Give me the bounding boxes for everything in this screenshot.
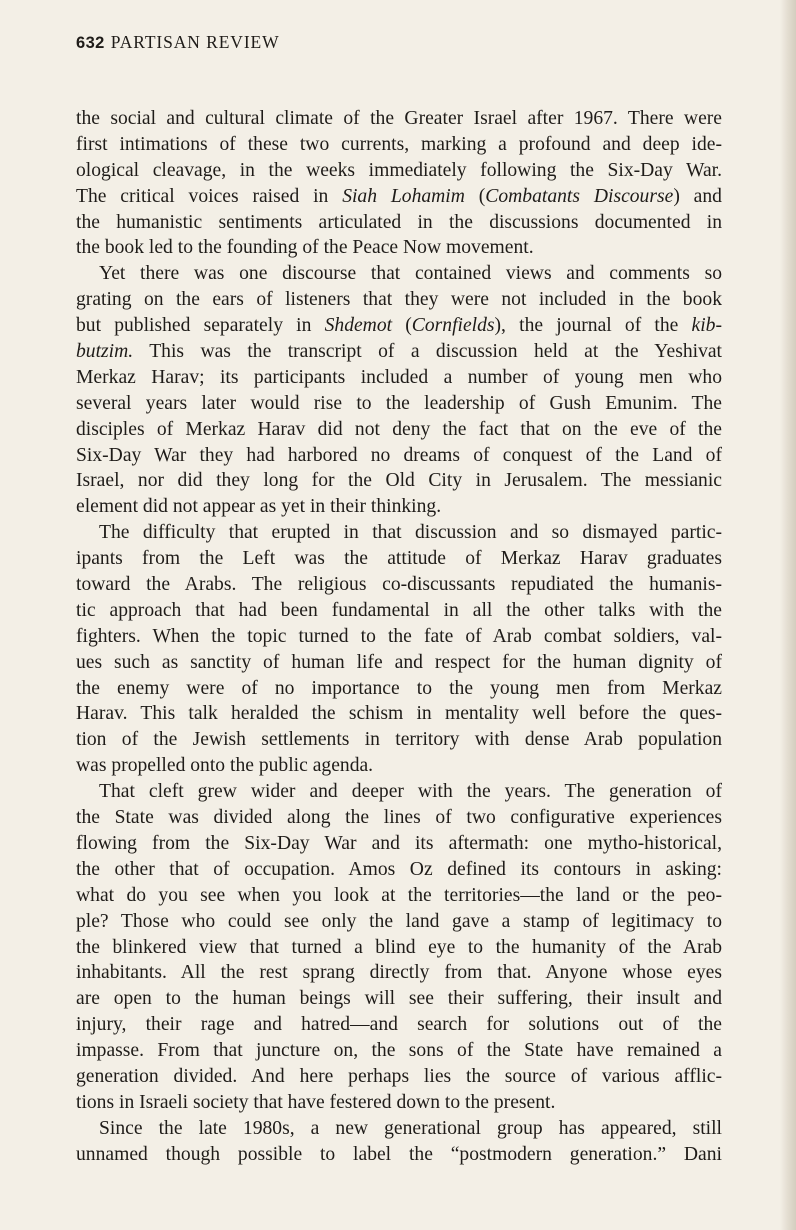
running-head xyxy=(76,31,280,54)
text-line xyxy=(76,210,722,236)
paragraph xyxy=(76,779,722,1116)
text-run: ) and xyxy=(673,185,722,207)
text-run: Merkaz Harav; its participants included a number of young men who xyxy=(76,366,722,388)
text-line xyxy=(76,365,722,391)
text-line xyxy=(76,1064,722,1090)
text-run: impasse. From that juncture on, the sons of the State have remained a xyxy=(76,1040,722,1062)
text-run: ( xyxy=(392,315,412,337)
text-line xyxy=(76,468,722,494)
text-line xyxy=(76,727,722,753)
text-line xyxy=(76,909,722,935)
text-run: tions in Israeli society that have festered down to the present. xyxy=(76,1091,556,1113)
text-run: toward the Arabs. The religious co-discussants repudiated the humanis- xyxy=(76,574,722,596)
text-run: fighters. When the topic turned to the fate of Arab combat soldiers, val- xyxy=(76,625,722,647)
text-line xyxy=(76,235,722,261)
text-line xyxy=(76,1038,722,1064)
text-run: That cleft grew wider and deeper with the years. The generation of xyxy=(99,781,722,803)
text-run: unnamed though possible to label the “postmodern generation.” Dani xyxy=(76,1143,722,1165)
italic-text: Cornfields xyxy=(411,315,495,337)
body-text xyxy=(76,106,722,1168)
text-run: Since the late 1980s, a new generational group has appeared, still xyxy=(99,1117,722,1139)
text-run: Israel, nor did they long for the Old City in Jerusalem. The messianic xyxy=(76,470,722,492)
text-line xyxy=(76,572,722,598)
text-run: The critical voices raised in xyxy=(76,185,343,207)
text-line xyxy=(76,701,722,727)
text-run: Six-Day War they had harbored no dreams of conquest of the Land of xyxy=(76,444,722,466)
text-line xyxy=(76,753,722,779)
text-run: disciples of Merkaz Harav did not deny the fact that on the eve of the xyxy=(76,418,722,440)
text-line xyxy=(76,624,722,650)
text-line xyxy=(76,339,722,365)
text-line xyxy=(76,494,722,520)
text-run: This was the transcript of a discussion held at the Yeshivat xyxy=(133,341,722,363)
text-line xyxy=(76,935,722,961)
text-line xyxy=(76,1090,722,1116)
text-line xyxy=(76,831,722,857)
text-line xyxy=(76,287,722,313)
text-run: the humanistic sentiments articulated in the discussions documented in xyxy=(76,211,722,233)
text-run: the enemy were of no importance to the young men from Merkaz xyxy=(76,677,722,699)
text-run: tic approach that had been fundamental in all the other talks with the xyxy=(76,599,722,621)
text-run: the blinkered view that turned a blind eye to the humanity of the Arab xyxy=(76,936,722,958)
text-line xyxy=(76,546,722,572)
text-line xyxy=(76,313,722,339)
text-line xyxy=(76,1012,722,1038)
paragraph xyxy=(76,1116,722,1168)
text-run: inhabitants. All the rest sprang directly from that. Anyone whose eyes xyxy=(76,962,722,984)
text-run: ple? Those who could see only the land gave a stamp of legitimacy to xyxy=(76,910,722,932)
text-line xyxy=(76,158,722,184)
text-run: the other that of occupation. Amos Oz defined its contours in asking: xyxy=(76,858,722,880)
text-run: several years later would rise to the leadership of Gush Emunim. The xyxy=(76,392,722,414)
text-line xyxy=(76,391,722,417)
text-run: Harav. This talk heralded the schism in mentality well before the ques- xyxy=(76,703,722,725)
italic-text: Shdemot xyxy=(324,315,393,337)
page-number: 632 xyxy=(76,34,105,52)
text-line xyxy=(76,1116,722,1142)
text-run: generation divided. And here perhaps lies the source of various afflic- xyxy=(76,1065,722,1087)
text-run: what do you see when you look at the territories—the land or the peo- xyxy=(76,884,722,906)
text-run: ological cleavage, in the weeks immediately following the Six-Day War. xyxy=(76,159,722,181)
text-run: grating on the ears of listeners that they were not included in the book xyxy=(76,289,722,311)
text-line xyxy=(76,106,722,132)
paragraph xyxy=(76,261,722,520)
text-run: ipants from the Left was the attitude of Merkaz Harav graduates xyxy=(76,548,722,570)
text-line xyxy=(76,443,722,469)
text-run: injury, their rage and hatred—and search for solutions out of the xyxy=(76,1014,722,1036)
italic-text: butzim. xyxy=(76,341,134,363)
paragraph xyxy=(76,106,722,261)
text-line xyxy=(76,1142,722,1168)
text-line xyxy=(76,676,722,702)
text-run: element did not appear as yet in their thinking. xyxy=(76,496,442,518)
italic-text: kib- xyxy=(691,315,722,337)
italic-text: Siah Lohamim xyxy=(342,185,465,207)
text-run: Yet there was one discourse that contained views and comments so xyxy=(99,263,722,285)
text-line xyxy=(76,857,722,883)
text-line xyxy=(76,779,722,805)
text-run: ( xyxy=(464,185,486,207)
text-line xyxy=(76,986,722,1012)
text-line xyxy=(76,132,722,158)
page-edge-shadow xyxy=(780,0,796,1230)
text-run: are open to the human beings will see their suffering, their insult and xyxy=(76,988,722,1010)
text-run: the social and cultural climate of the Greater Israel after 1967. There were xyxy=(76,108,722,129)
text-run: ues such as sanctity of human life and respect for the human dignity of xyxy=(76,651,722,673)
text-run: The difficulty that erupted in that discussion and so dismayed partic- xyxy=(99,522,722,544)
journal-title: PARTISAN REVIEW xyxy=(110,32,280,52)
text-run: the State was divided along the lines of two configurative experiences xyxy=(76,807,722,829)
text-run: tion of the Jewish settlements in territory with dense Arab population xyxy=(76,729,722,751)
text-line xyxy=(76,184,722,210)
text-run: ), the journal of the xyxy=(494,315,692,337)
text-line xyxy=(76,650,722,676)
italic-text: Combatants Discourse xyxy=(485,185,674,207)
text-line xyxy=(76,520,722,546)
text-run: flowing from the Six-Day War and its aftermath: one mytho-historical, xyxy=(76,832,722,854)
text-run: the book led to the founding of the Peace Now movement. xyxy=(76,237,534,259)
text-run: but published separately in xyxy=(76,315,325,337)
text-run: was propelled onto the public agenda. xyxy=(76,755,374,777)
text-line xyxy=(76,261,722,287)
text-line xyxy=(76,805,722,831)
text-line xyxy=(76,960,722,986)
text-line xyxy=(76,883,722,909)
text-line xyxy=(76,598,722,624)
paragraph xyxy=(76,520,722,779)
text-line xyxy=(76,417,722,443)
text-run: first intimations of these two currents, marking a profound and deep ide- xyxy=(76,133,722,155)
